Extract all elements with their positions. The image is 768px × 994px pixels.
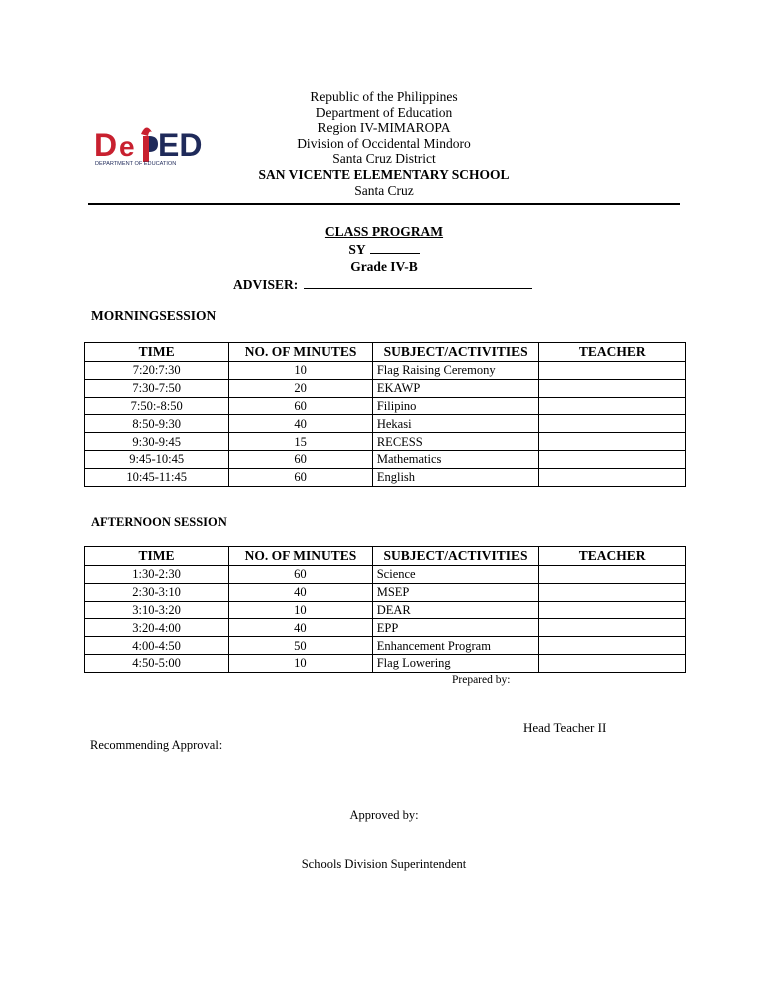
header-line-republic: Republic of the Philippines: [310, 89, 458, 104]
minutes-cell: 20: [229, 379, 373, 397]
header-subject: SUBJECT/ACTIVITIES: [372, 343, 539, 362]
table-row: [85, 379, 686, 397]
header-minutes: NO. OF MINUTES: [229, 343, 373, 362]
header-line-region: Region IV-MIMAROPA: [317, 120, 451, 136]
table-row: [85, 468, 686, 486]
minutes-cell: 60: [229, 450, 373, 468]
header-minutes: NO. OF MINUTES: [229, 547, 373, 566]
subject-cell: EKAWP: [372, 379, 539, 397]
teacher-cell: [539, 362, 686, 380]
grade-label: Grade IV-B: [350, 259, 418, 274]
subject-cell: Flag Raising Ceremony: [372, 362, 539, 380]
time-cell: 7:20:7:30: [85, 362, 229, 380]
subject-cell: DEAR: [372, 601, 539, 619]
subject-cell: Mathematics: [372, 450, 539, 468]
svg-text:e: e: [119, 131, 135, 162]
adviser-label: ADVISER:: [233, 277, 299, 292]
subject-cell: Hekasi: [372, 415, 539, 433]
letterhead: [0, 89, 768, 198]
table-row: [85, 637, 686, 655]
subject-cell: English: [372, 468, 539, 486]
superintendent-label: Schools Division Superintendent: [301, 857, 467, 871]
teacher-cell: [539, 397, 686, 415]
header-teacher: TEACHER: [539, 547, 686, 566]
header-line-division: Division of Occidental Mindoro: [297, 135, 471, 151]
time-cell: 1:30-2:30: [85, 566, 229, 584]
school-name: SAN VICENTE ELEMENTARY SCHOOL: [258, 166, 510, 182]
adviser-blank: [304, 276, 532, 289]
teacher-cell: [539, 654, 686, 672]
afternoon-session-label: AFTERNOON SESSION: [91, 515, 227, 529]
teacher-cell: [539, 583, 686, 601]
time-cell: 9:45-10:45: [85, 450, 229, 468]
table-row: [85, 654, 686, 672]
time-cell: 2:30-3:10: [85, 583, 229, 601]
sy-label: SY: [348, 241, 366, 257]
table-row: [85, 601, 686, 619]
minutes-cell: 40: [229, 619, 373, 637]
teacher-cell: [539, 415, 686, 433]
time-cell: 8:50-9:30: [85, 415, 229, 433]
table-row: [85, 433, 686, 451]
header-line-district: Santa Cruz District: [332, 151, 436, 167]
table-row: [85, 397, 686, 415]
table-row: [85, 450, 686, 468]
time-cell: 9:30-9:45: [85, 433, 229, 451]
title-block: [0, 223, 768, 276]
subject-cell: Science: [372, 566, 539, 584]
time-cell: 7:30-7:50: [85, 379, 229, 397]
minutes-cell: 60: [229, 566, 373, 584]
subject-cell: Enhancement Program: [372, 637, 539, 655]
minutes-cell: 50: [229, 637, 373, 655]
minutes-cell: 10: [229, 601, 373, 619]
time-cell: 4:50-5:00: [85, 654, 229, 672]
morning-session-label: MORNINGSESSION: [91, 308, 217, 323]
minutes-cell: 15: [229, 433, 373, 451]
time-cell: 3:20-4:00: [85, 619, 229, 637]
recommending-approval-label: Recommending Approval:: [90, 738, 223, 752]
teacher-cell: [539, 619, 686, 637]
header-time: TIME: [85, 343, 229, 362]
table-row: [85, 566, 686, 584]
head-teacher-label: Head Teacher II: [523, 720, 607, 735]
teacher-cell: [539, 450, 686, 468]
subject-cell: EPP: [372, 619, 539, 637]
table-row: [85, 415, 686, 433]
subject-cell: Flag Lowering: [372, 654, 539, 672]
svg-text:ED: ED: [158, 127, 203, 163]
prepared-by-label: Prepared by:: [452, 674, 511, 686]
subject-cell: Filipino: [372, 397, 539, 415]
minutes-cell: 60: [229, 468, 373, 486]
time-cell: 4:00-4:50: [85, 637, 229, 655]
school-town: Santa Cruz: [354, 182, 414, 198]
subject-cell: MSEP: [372, 583, 539, 601]
minutes-cell: 60: [229, 397, 373, 415]
subject-cell: RECESS: [372, 433, 539, 451]
time-cell: 7:50:-8:50: [85, 397, 229, 415]
svg-text:DEPARTMENT OF EDUCATION: DEPARTMENT OF EDUCATION: [95, 161, 177, 167]
teacher-cell: [539, 601, 686, 619]
minutes-cell: 40: [229, 415, 373, 433]
svg-text:D: D: [94, 127, 118, 163]
header-line-department: Department of Education: [315, 104, 453, 120]
teacher-cell: [539, 379, 686, 397]
header-time: TIME: [85, 547, 229, 566]
table-header-row: [85, 547, 686, 566]
teacher-cell: [539, 566, 686, 584]
school-year-line: [0, 241, 768, 259]
time-cell: 3:10-3:20: [85, 601, 229, 619]
teacher-cell: [539, 433, 686, 451]
class-program-title: CLASS PROGRAM: [324, 224, 444, 239]
teacher-cell: [539, 468, 686, 486]
header-subject: SUBJECT/ACTIVITIES: [372, 547, 539, 566]
header-teacher: TEACHER: [539, 343, 686, 362]
table-row: [85, 619, 686, 637]
sy-blank: [370, 241, 420, 254]
minutes-cell: 10: [229, 654, 373, 672]
time-cell: 10:45-11:45: [85, 468, 229, 486]
table-header-row: [85, 343, 686, 362]
afternoon-schedule-table: [84, 546, 686, 673]
morning-schedule-table: [84, 342, 686, 487]
minutes-cell: 10: [229, 362, 373, 380]
adviser-line: [233, 276, 532, 293]
approved-by-label: Approved by:: [349, 808, 419, 822]
table-row: [85, 362, 686, 380]
table-row: [85, 583, 686, 601]
teacher-cell: [539, 637, 686, 655]
header-divider: [88, 203, 680, 205]
minutes-cell: 40: [229, 583, 373, 601]
